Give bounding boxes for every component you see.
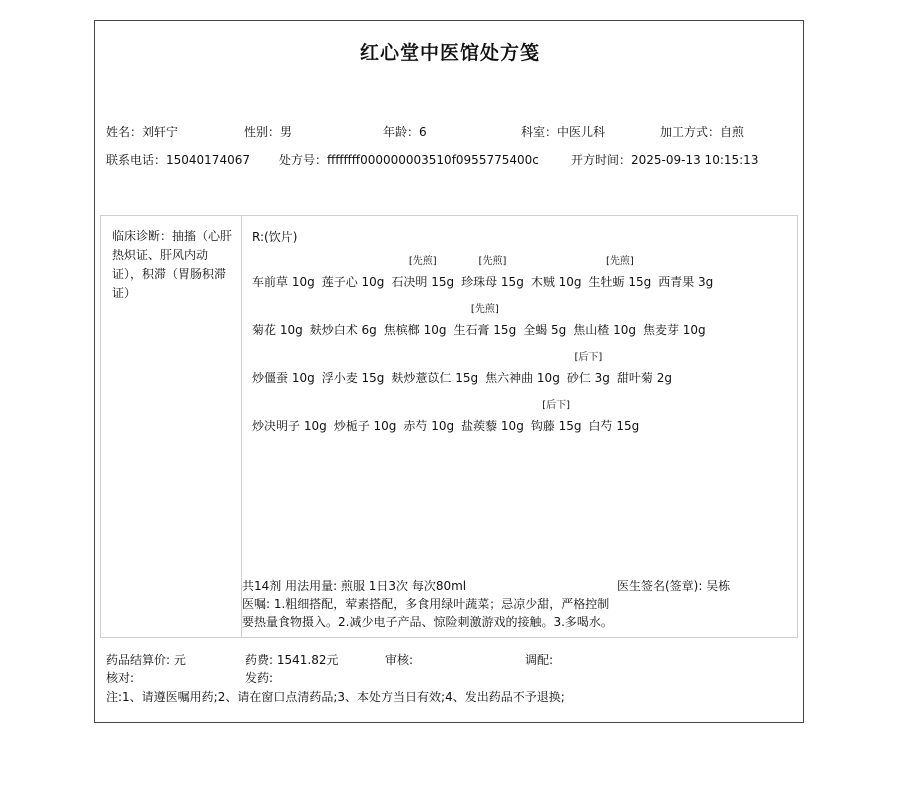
- prescription-time: 开方时间：2025-09-13 10:15:13: [571, 153, 759, 167]
- rx-label: R:(饮片): [252, 230, 298, 244]
- herb-name: 麸炒白术 6g: [309, 323, 377, 337]
- herb-name: 甜叶菊 2g: [616, 371, 672, 385]
- patient-dept: 科室：中医儿科: [521, 125, 606, 139]
- herb-name: 炒僵蚕 10g: [252, 371, 315, 385]
- herb-item: [252, 304, 303, 338]
- herb-name: 焦槟榔 10g: [383, 323, 447, 337]
- column-divider: [241, 216, 242, 637]
- herb-name: 生石膏 15g: [453, 323, 517, 337]
- herb-name: 珍珠母 15g: [461, 275, 524, 289]
- herb-name: 赤芍 10g: [403, 419, 455, 433]
- medical-advice: 医嘱: 1.粗细搭配，荤素搭配，多食用绿叶蔬菜；忌凉少甜，严格控制要热量食物摄入。2.减少电子产品、惊险刺激游戏的接触。3.多喝水。: [242, 597, 613, 629]
- herb-item: [252, 352, 315, 386]
- prescription-number: 处方号：ffffffff000000003510f0955775400c: [279, 153, 539, 167]
- herb-name: 焦麦芽 10g: [642, 323, 706, 337]
- herb-name: 浮小麦 15g: [321, 371, 385, 385]
- issue-label: 发药:: [245, 671, 274, 685]
- herb-name: 车前草 10g: [252, 275, 315, 289]
- herb-item: [322, 256, 385, 290]
- herb-note: [先煎]: [605, 256, 634, 267]
- herb-note: [先煎]: [408, 256, 437, 267]
- review-label: 审核:: [385, 653, 414, 667]
- page-title: 红心堂中医馆处方笺: [359, 42, 540, 64]
- process-method: 加工方式：自煎: [660, 125, 745, 139]
- herb-item: [391, 352, 478, 386]
- herb-name: 白芍 15g: [588, 419, 640, 433]
- patient-name: 姓名：刘轩宁: [106, 125, 179, 139]
- herb-item: [617, 352, 672, 386]
- herb-item: [252, 256, 315, 290]
- patient-phone: 联系电话：15040174067: [106, 153, 250, 167]
- check-label: 核对:: [106, 671, 135, 685]
- herb-item: [658, 256, 713, 290]
- herb-name: 砂仁 3g: [566, 371, 610, 385]
- herb-note: [后下]: [574, 352, 603, 363]
- settle-price: 药品结算价: 元: [106, 653, 186, 667]
- herb-name: 焦六神曲 10g: [485, 371, 560, 385]
- herb-item: [403, 400, 454, 434]
- herb-name: 生牡蛎 15g: [588, 275, 652, 289]
- herb-item: [391, 256, 454, 290]
- herb-name: 木贼 10g: [530, 275, 582, 289]
- herb-name: 西青果 3g: [658, 275, 714, 289]
- herb-note: [先煎]: [478, 256, 507, 267]
- herb-name: 炒决明子 10g: [252, 419, 327, 433]
- herb-item: [589, 256, 652, 290]
- herb-row: [252, 400, 646, 440]
- patient-gender: 性别：男: [244, 125, 293, 139]
- herb-item: [531, 256, 582, 290]
- herb-name: 莲子心 10g: [321, 275, 385, 289]
- herb-name: 菊花 10g: [252, 323, 303, 337]
- herb-item: [523, 304, 566, 338]
- herb-item: [384, 304, 447, 338]
- herb-item: [589, 400, 640, 434]
- usage-dosage: 共14剂 用法用量: 煎服 1日3次 每次80ml: [242, 579, 467, 593]
- herb-name: 石决明 15g: [391, 275, 455, 289]
- herb-item: [531, 400, 582, 434]
- herb-note: [先煎]: [470, 304, 499, 315]
- herb-item: [310, 304, 377, 338]
- herb-item: [334, 400, 397, 434]
- herb-name: 盐蒺藜 10g: [461, 419, 524, 433]
- dispense-label: 调配:: [525, 653, 554, 667]
- herb-name: 钩藤 15g: [530, 419, 582, 433]
- patient-age: 年龄：6: [383, 125, 427, 139]
- herb-item: [453, 304, 516, 338]
- herb-item: [573, 304, 636, 338]
- herb-name: 炒栀子 10g: [333, 419, 397, 433]
- herb-name: 焦山楂 10g: [573, 323, 636, 337]
- herb-name: 麸炒薏苡仁 15g: [391, 371, 479, 385]
- drug-fee: 药费: 1541.82元: [245, 653, 339, 667]
- herb-item: [461, 400, 524, 434]
- herb-item: [461, 256, 524, 290]
- notice-text: 注:1、请遵医嘱用药;2、请在窗口点清药品;3、本处方当日有效;4、发出药品不予退换;: [106, 690, 565, 704]
- herb-item: [567, 352, 610, 386]
- herb-row: [252, 256, 720, 296]
- herb-row: [252, 304, 713, 344]
- herb-item: [322, 352, 385, 386]
- clinical-diagnosis: 临床诊断：抽搐（心肝热炽证、肝风内动证），积滞（胃肠积滞证）: [112, 229, 233, 300]
- herb-item: [252, 400, 327, 434]
- herb-name: 全蝎 5g: [523, 323, 567, 337]
- herb-row: [252, 352, 679, 392]
- herb-note: [后下]: [542, 400, 571, 411]
- doctor-signature: 医生签名(签章): 吴栋: [617, 579, 731, 593]
- herb-item: [643, 304, 706, 338]
- herb-item: [485, 352, 560, 386]
